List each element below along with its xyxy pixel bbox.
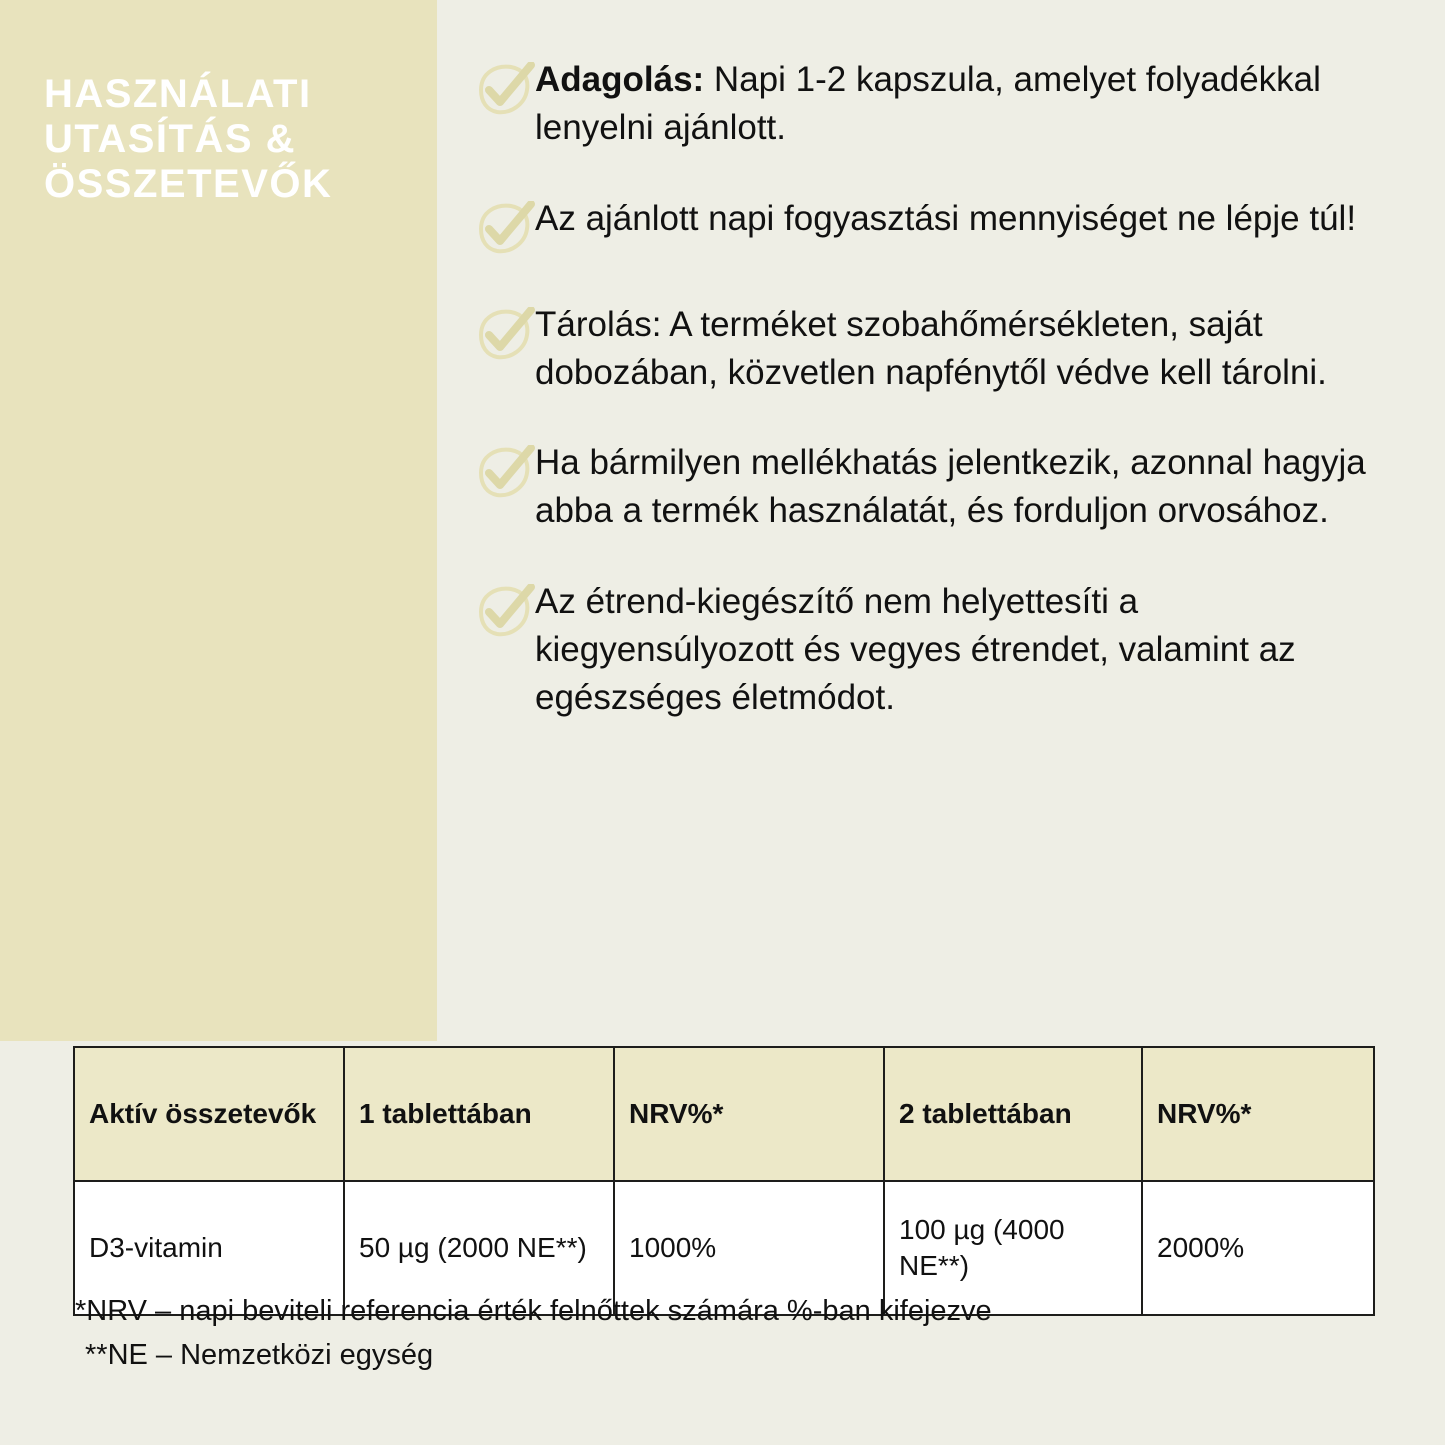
footnote-nrv: *NRV – napi beviteli referencia érték felnőttek számára %-ban kifejezve — [75, 1295, 992, 1327]
list-item — [473, 56, 1397, 153]
footnotes — [75, 1290, 1395, 1377]
table-cell: 100 µg (4000 NE**) — [884, 1181, 1142, 1315]
table-header-cell: NRV%* — [614, 1047, 884, 1181]
check-icon — [473, 201, 535, 259]
check-icon — [473, 445, 535, 503]
table-header-cell: NRV%* — [1142, 1047, 1374, 1181]
table-header-cell: Aktív összetevők — [74, 1047, 344, 1181]
page-title: HASZNÁLATI UTASÍTÁS & ÖSSZETEVŐK — [44, 72, 333, 206]
table-cell: 50 µg (2000 NE**) — [344, 1181, 614, 1315]
ingredients-table — [73, 1046, 1375, 1316]
instructions-list — [437, 0, 1445, 1041]
list-item-text: Az ajánlott napi fogyasztási mennyiséget ne lépje túl! — [535, 198, 1357, 238]
list-item — [473, 195, 1397, 259]
table-cell: 2000% — [1142, 1181, 1374, 1315]
table-cell: 1000% — [614, 1181, 884, 1315]
list-item-body: Napi 1-2 kapszula, amelyet folyadékkal lenyelni ajánlott. — [535, 60, 1321, 148]
footnote-ne: **NE – Nemzetközi egység — [85, 1338, 434, 1371]
list-item — [473, 301, 1397, 398]
list-item — [473, 439, 1397, 536]
table-header-row — [74, 1047, 1374, 1181]
check-icon — [473, 62, 535, 120]
list-item-lead: Adagolás: — [535, 60, 705, 99]
check-icon — [473, 584, 535, 642]
list-item-text — [535, 56, 1397, 153]
list-item-text: Ha bármilyen mellékhatás jelentkezik, azonnal hagyja abba a termék használatát, és forduljon orvosához. — [535, 443, 1366, 531]
list-item-text: Az étrend-kiegészítő nem helyettesíti a kiegyensúlyozott és vegyes étrendet, valamint az egészséges életmódot. — [535, 581, 1296, 718]
list-item — [473, 578, 1397, 723]
left-panel — [0, 0, 437, 1041]
table-cell: D3-vitamin — [74, 1181, 344, 1315]
table-header-cell: 1 tablettában — [344, 1047, 614, 1181]
list-item-text: Tárolás: A terméket szobahőmérsékleten, saját dobozában, közvetlen napfénytől védve kell tárolni. — [535, 304, 1327, 392]
check-icon — [473, 307, 535, 365]
table-header-cell: 2 tablettában — [884, 1047, 1142, 1181]
ingredients-table-wrapper — [73, 1046, 1373, 1316]
